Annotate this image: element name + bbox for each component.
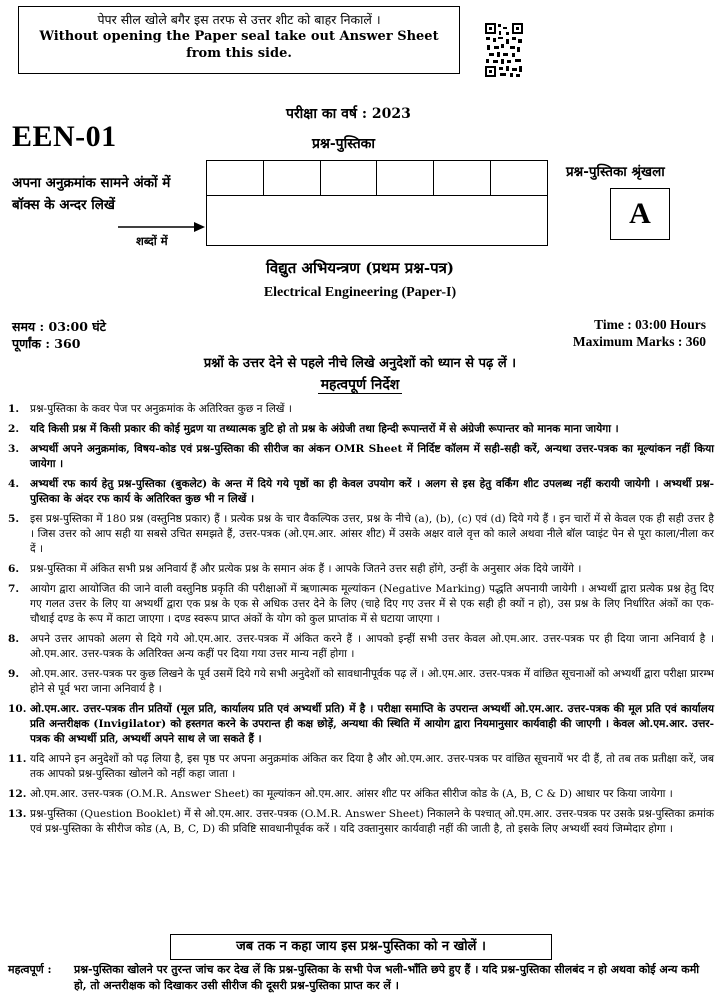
roll-digit-box[interactable] (491, 161, 547, 195)
roll-digit-box[interactable] (321, 161, 378, 195)
instruction-number: 12. (8, 788, 27, 800)
paper-name-hindi: विद्युत अभियन्त्रण (प्रथम प्रश्न-पत्र) (266, 259, 454, 277)
roll-label-line-2: बॉक्स के अन्दर लिखें (12, 197, 115, 213)
instruction-item (8, 667, 714, 697)
paper-name-english: Electrical Engineering (Paper-I) (263, 285, 457, 300)
do-not-open-box: जब तक न कहा जाय इस प्रश्न-पुस्तिका को न खोलें । (170, 934, 552, 960)
instruction-text: आयोग द्वारा आयोजित की जाने वाली वस्तुनिष्ठ प्रकृति की परीक्षाओं में ऋणात्मक मूल्यांकन (Negative Marking) पद्धति अपनायी जायेगी । अभ्यर्थी द्वारा प्रत्येक प्रश्न हेतु दिए गए गलत उत्तर के लिए या अभ्यर्थी द्वारा एक प्रश्न के एक से अधिक उत्तर देने के लिए (चाहे दिए गए उत्तर में से एक सही ही क्यों न हो), उस प्रश्न के लिए निर्धारित अंकों का एक-चौथाई दण्ड के रूप में काटा जाएगा । दण्ड स्वरूप प्राप्त अंकों के योग को कुल प्राप्तांक में से घटाया जाएगा । (30, 583, 714, 625)
roll-number-label (12, 172, 170, 216)
instruction-item (8, 512, 714, 557)
instruction-number: 2. (8, 423, 20, 435)
instruction-number: 11. (8, 753, 27, 765)
instruction-text: अपने उत्तर आपको अलग से दिये गये ओ.एम.आर. उत्तर-पत्रक में अंकित करने हैं । आपको इन्हीं सभी उत्तर केवल ओ.एम.आर. उत्तर-पत्रक पर ही दिया जाना अनिवार्य है । ओ.एम.आर. उत्तर-पत्रक के अतिरिक्त अन्य कहीं पर दिया गया उत्तर मान्य नहीं होगा । (30, 633, 714, 660)
series-value-box: A (610, 188, 670, 240)
roll-label-line-1: अपना अनुक्रमांक सामने अंकों में (12, 175, 171, 191)
instruction-item (8, 402, 714, 417)
instruction-text: ओ.एम.आर. उत्तर-पत्रक पर कुछ लिखने के पूर्व उसमें दिये गये सभी अनुदेशों को सावधानीपूर्वक पढ़ लें । ओ.एम.आर. उत्तर-पत्रक में वांछित सूचनाओं को अभ्यर्थी द्वारा परीक्षा प्रारम्भ होने से पूर्व भरा जाना अनिवार्य है । (30, 668, 714, 695)
qr-code-icon (484, 22, 524, 78)
instruction-item (8, 752, 714, 782)
instruction-number: 3. (8, 443, 20, 455)
instruction-item (8, 422, 714, 437)
instructions-list (8, 402, 714, 842)
exam-year: परीक्षा का वर्ष : 2023 (286, 106, 411, 122)
instruction-text: इस प्रश्न-पुस्तिका में 180 प्रश्न (वस्तुनिष्ठ प्रकार) हैं । प्रत्येक प्रश्न के चार वैकल्पिक उत्तर, प्रश्न के नीचे (a), (b), (c) एवं (d) दिये गये हैं । इन चारों में से केवल एक ही सही उत्तर है । जिस उत्तर को आप सही या सबसे उचित समझते हैं, उत्तर-पत्रक (ओ.एम.आर. आंसर शीट) में उसके अक्षर वाले वृत्त को काले अथवा नीले बॉल प्वाइंट पेन से पूरा काला/नीला कर दें । (30, 513, 714, 555)
time-marks-hindi (12, 318, 106, 352)
instruction-item (8, 442, 714, 472)
instruction-text: यदि किसी प्रश्न में किसी प्रकार की कोई मुद्रण या तथ्यात्मक त्रुटि हो तो प्रश्न के अंग्रेजी तथा हिन्दी रूपान्तरों में से अंग्रेजी रूपान्तर को मानक माना जायेगा । (30, 423, 619, 435)
roll-number-digit-boxes[interactable] (206, 160, 548, 196)
time-hindi: समय : 03:00 घंटे (12, 319, 106, 334)
roll-digit-box[interactable] (264, 161, 321, 195)
instruction-number: 8. (8, 633, 20, 645)
instruction-text: प्रश्न-पुस्तिका (Question Booklet) में से ओ.एम.आर. उत्तर-पत्रक (O.M.R. Answer Sheet) निकालने के पश्चात् ओ.एम.आर. उत्तर-पत्रक पर उसके प्रश्न-पुस्तिका क्रमांक एवं प्रश्न-पुस्तिका के सीरीज कोड (A, B, C, D) की प्रविष्टि सावधानीपूर्वक करें । यदि उक्तानुसार कार्यवाही नहीं की जाती है, तो इसके लिए अभ्यर्थी स्वयं जिम्मेदार होगा । (30, 808, 714, 835)
instruction-number: 10. (8, 703, 27, 715)
roll-digit-box[interactable] (377, 161, 434, 195)
instruction-item (8, 787, 714, 802)
important-label: महत्वपूर्ण : (8, 963, 52, 976)
booklet-title: प्रश्न-पुस्तिका (312, 136, 376, 152)
instruction-item (8, 562, 714, 577)
instruction-number: 6. (8, 563, 20, 575)
words-label: शब्दों में (136, 234, 168, 248)
seal-notice-english-2: from this side. (186, 46, 292, 61)
instruction-text: प्रश्न-पुस्तिका में अंकित सभी प्रश्न अनिवार्य हैं और प्रत्येक प्रश्न के समान अंक हैं । आपके जितने उत्तर सही होंगे, उन्हीं के अनुसार अंक दिये जायेंगे । (30, 563, 582, 575)
instruction-number: 4. (8, 478, 20, 490)
marks-hindi: पूर्णांक : 360 (12, 336, 81, 351)
roll-digit-box[interactable] (207, 161, 264, 195)
series-label: प्रश्न-पुस्तिका श्रृंखला (566, 164, 665, 180)
time-marks-english (573, 316, 706, 350)
instruction-item (8, 807, 714, 837)
paper-code: EEN-01 (12, 120, 117, 153)
instruction-text: अभ्यर्थी अपने अनुक्रमांक, विषय-कोड एवं प्रश्न-पुस्तिका की सीरीज का अंकन OMR Sheet में निर्दिष्ट कॉलम में सही-सही करें, अन्यथा उत्तर-पत्रक का मूल्यांकन नहीं किया जायेगा । (30, 443, 714, 470)
marks-english: Maximum Marks : 360 (572, 334, 706, 349)
arrow-right-icon (118, 220, 206, 234)
instruction-item (8, 632, 714, 662)
instruction-item (8, 702, 714, 747)
time-english: Time : 03:00 Hours (594, 317, 706, 332)
instruction-number: 13. (8, 808, 27, 820)
roll-digit-box[interactable] (434, 161, 491, 195)
instruction-item (8, 477, 714, 507)
instruction-number: 1. (8, 403, 20, 415)
seal-notice-box (18, 6, 460, 74)
seal-notice-english-1: Without opening the Paper seal take out Answer Sheet (39, 29, 439, 44)
important-note (8, 962, 714, 994)
important-instructions-heading (0, 375, 720, 394)
instruction-text: प्रश्न-पुस्तिका के कवर पेज पर अनुक्रमांक के अतिरिक्त कुछ न लिखें । (30, 403, 292, 415)
important-text: प्रश्न-पुस्तिका खोलने पर तुरन्त जांच कर देख लें कि प्रश्न-पुस्तिका के सभी पेज भली-भाँति छपे हुए हैं । यदि प्रश्न-पुस्तिका सीलबंद न हो अथवा कोई अन्य कमी हो, तो अन्तरीक्षक को दिखाकर उसी सीरीज की दूसरी प्रश्न-पुस्तिका प्राप्त कर लें । (74, 963, 700, 992)
read-instructions-note: प्रश्नों के उत्तर देने से पहले नीचे लिखे अनुदेशों को ध्यान से पढ़ लें । (203, 356, 517, 371)
seal-notice-hindi: पेपर सील खोले बगैर इस तरफ से उत्तर शीट को बाहर निकालें । (97, 12, 381, 27)
instruction-text: अभ्यर्थी रफ कार्य हेतु प्रश्न-पुस्तिका (बुकलेट) के अन्त में दिये गये पृष्ठों का ही केवल उपयोग करें । अलग से इस हेतु वर्किंग शीट उपलब्ध नहीं करायी जायेगी । अभ्यर्थी प्रश्न-पुस्तिका के अंदर रफ कार्य के अतिरिक्त कुछ भी न लिखें । (30, 478, 714, 505)
roll-number-words-box[interactable] (206, 196, 548, 246)
instruction-text: यदि आपने इन अनुदेशों को पढ़ लिया है, इस पृष्ठ पर अपना अनुक्रमांक अंकित कर दिया है और ओ.एम.आर. उत्तर-पत्रक पर वांछित सूचनायें भर दी हैं, तो तब तक प्रतीक्षा करें, जब तक आपको प्रश्न-पुस्तिका खोलने को नहीं कहा जाता । (30, 753, 714, 780)
instruction-item (8, 582, 714, 627)
instruction-text: ओ.एम.आर. उत्तर-पत्रक (O.M.R. Answer Sheet) का मूल्यांकन ओ.एम.आर. आंसर शीट पर अंकित सीरीज कोड के (A, B, C & D) आधार पर किया जायेगा । (30, 788, 673, 800)
important-heading-text: महत्वपूर्ण निर्देश (318, 377, 403, 394)
instruction-number: 9. (8, 668, 20, 680)
instruction-text: ओ.एम.आर. उत्तर-पत्रक तीन प्रतियों (मूल प्रति, कार्यालय प्रति एवं अभ्यर्थी प्रति) में है । परीक्षा समाप्ति के उपरान्त अभ्यर्थी ओ.एम.आर. उत्तर-पत्रक की मूल प्रति एवं कार्यालय प्रति अन्तरीक्षक (Invigilator) को हस्तगत करने के उपरान्त ही कक्ष छोड़ें, अन्यथा की स्थिति में आयोग द्वारा नियमानुसार कार्यवाही की जाएगी । केवल ओ.एम.आर. उत्तर-पत्रक की अभ्यर्थी प्रति, अभ्यर्थी अपने साथ ले जा सकते हैं । (30, 703, 714, 745)
instruction-number: 5. (8, 513, 20, 525)
instruction-number: 7. (8, 583, 20, 595)
